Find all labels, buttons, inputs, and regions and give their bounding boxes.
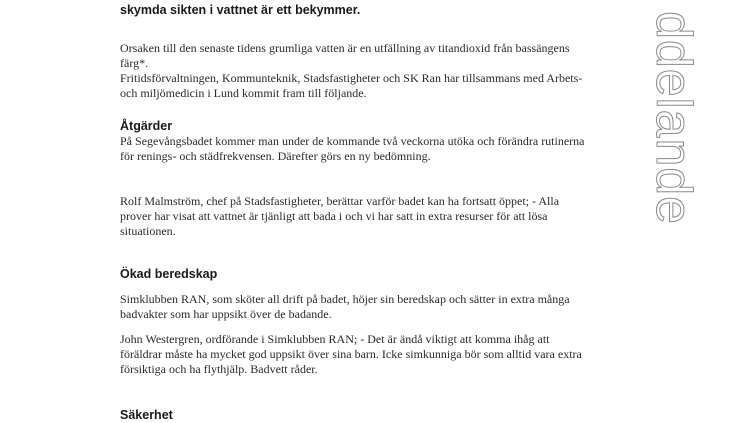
- section-beredskap-paragraph-2: John Westergren, ordförande i Simklubben RAN; - Det är ändå viktigt att komma ihåg att föräldrar måste ha mycket god uppsikt över sina barn. Icke simkunniga bör som alltid vara extra försiktiga och ha flythjälp. Badvett råder.: [120, 332, 582, 376]
- section-atgarder-paragraph-2: Rolf Malmström, chef på Stadsfastigheter, berättar varför badet kan ha fortsatt öppet; - Alla prover har visat att vattnet är tjänligt att bada i och vi har satt in extra resurser för att lösa situationen.: [120, 194, 560, 238]
- lead-text: skymda sikten i vattnet är ett bekymmer.: [120, 3, 361, 17]
- vertical-heading-text: ddelande: [646, 11, 702, 225]
- section-heading-atgarder: Åtgärder: [120, 119, 173, 133]
- section-beredskap-paragraph-1: Simklubben RAN, som sköter all drift på badet, höjer sin beredskap och sätter in extra många badvakter som har uppsikt över de badande.: [120, 292, 570, 321]
- section-heading-beredskap: Ökad beredskap: [120, 267, 218, 281]
- section-heading-sakerhet: Säkerhet: [120, 408, 173, 422]
- intro-paragraph-2: Fritidsförvaltningen, Kommunteknik, Stadsfastigheter och SK Ran har tillsammans med Arbets- och miljömedicin i Lund kommit fram till följande.: [120, 71, 583, 100]
- intro-paragraph-1: Orsaken till den senaste tidens grumliga vatten är en utfällning av titandioxid från bassängens färg*.: [120, 41, 570, 70]
- section-atgarder-paragraph-1: På Segevångsbadet kommer man under de kommande två veckorna utöka och förändra rutinerna för renings- och städfrekvensen. Därefter görs en ny bedömning.: [120, 134, 585, 163]
- sidebar-vertical-label: [648, 8, 700, 228]
